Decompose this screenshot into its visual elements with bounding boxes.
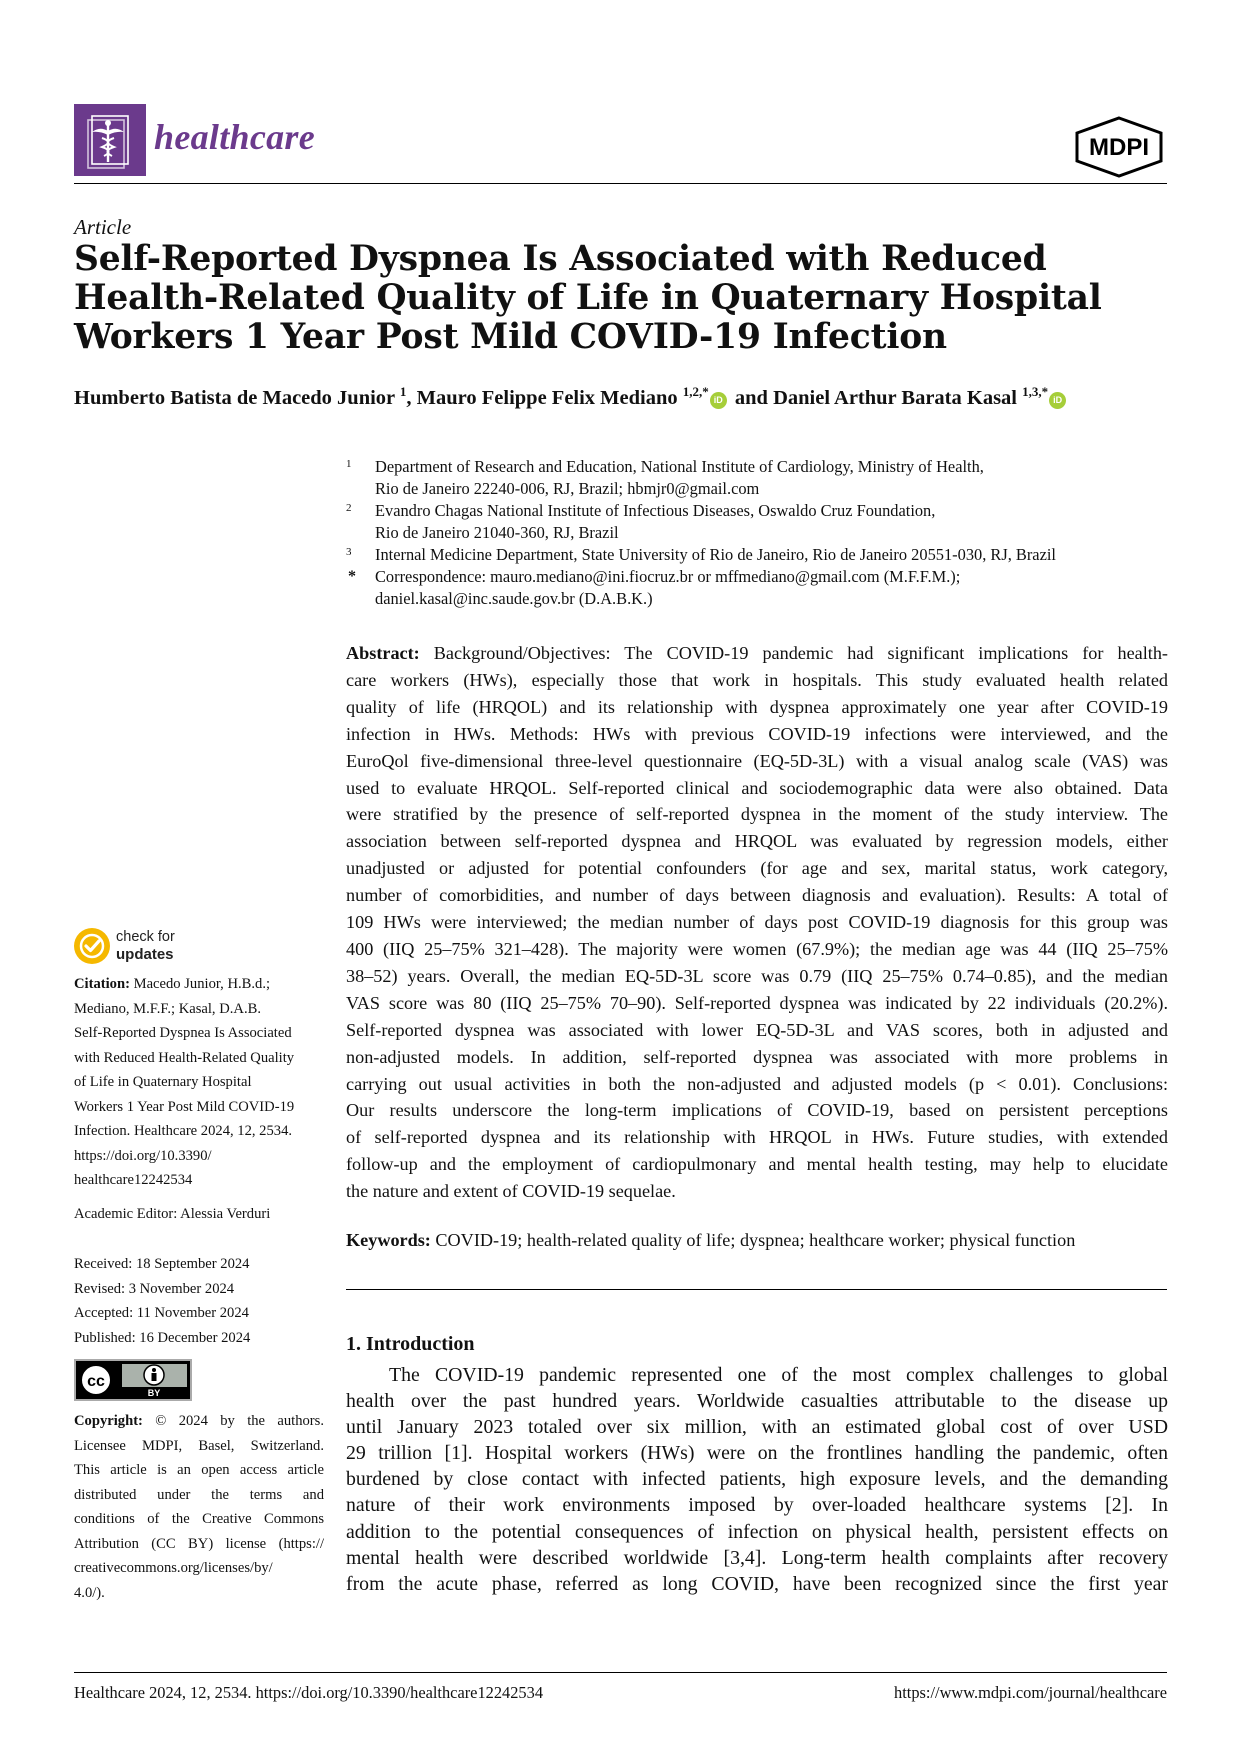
author-name[interactable]: Humberto Batista de Macedo Junior: [74, 387, 395, 409]
journal-name: healthcare: [154, 117, 315, 157]
body-line[interactable]: 29 trillion [1]. Hospital workers (HWs) were on the frontlines handling the pandemic, often: [346, 1442, 1168, 1465]
abstract-label: Abstract:: [346, 643, 420, 663]
author-name[interactable]: Daniel Arthur Barata Kasal: [773, 387, 1017, 409]
article-title: [74, 240, 1167, 357]
body-line: addition to the potential consequences of infection on physical health, persistent effects on: [346, 1520, 1168, 1543]
author-separator: ,: [406, 387, 417, 409]
abstract-line: were stratified by the presence of self-reported dyspnea in the moment of the study interview. The: [346, 804, 1168, 825]
copyright-line: Copyright: © 2024 by the authors.: [74, 1413, 324, 1429]
title-line: Health-Related Quality of Life in Quaternary Hospital: [74, 278, 1102, 318]
orcid-icon[interactable]: iD: [1049, 392, 1066, 409]
abstract-line: follow-up and the employment of cardiopulmonary and mental health testing, may help to elucidate: [346, 1154, 1168, 1175]
author-separator: and: [729, 387, 774, 409]
correspondence-item: [346, 566, 1176, 610]
abstract-line: of self-reported dyspnea and its relationship with HRQOL in HWs. Future studies, with extended: [346, 1127, 1168, 1148]
body-line: burdened by close contact with infected patients, high exposure levels, and the demanding: [346, 1468, 1168, 1491]
abstract-line: unadjusted or adjusted for potential confounders (for age and sex, marital status, work category,: [346, 858, 1168, 879]
checkmark-icon: [74, 928, 110, 964]
body-line[interactable]: mental health were described worldwide [3,4]. Long-term health complaints after recovery: [346, 1546, 1168, 1569]
affiliation-line: Internal Medicine Department, State University of Rio de Janeiro, Rio de Janeiro 20551-030, RJ, Brazil: [375, 545, 1056, 564]
citation-line: Mediano, M.F.F.; Kasal, D.A.B.: [74, 1000, 261, 1017]
abstract-line: infection in HWs. Methods: HWs with previous COVID-19 infections were interviewed, and the: [346, 723, 1168, 744]
article-type: Article: [74, 215, 132, 239]
body-line: health over the past hundred years. Worldwide casualties attributable to the disease up: [346, 1390, 1168, 1413]
copyright-line: Licensee MDPI, Basel, Switzerland.: [74, 1437, 324, 1454]
header-rule: [74, 183, 1167, 184]
affiliation-line: Rio de Janeiro 21040-360, RJ, Brazil: [375, 523, 619, 542]
section-heading-introduction: 1. Introduction: [346, 1333, 475, 1355]
abstract-line: quality of life (HRQOL) and its relationship with dyspnea approximately one year after COVID-19: [346, 696, 1168, 717]
affiliation-item: [346, 544, 1176, 566]
abstract-line: 109 HWs were interviewed; the median number of days post COVID-19 diagnosis for this group was: [346, 912, 1168, 933]
publisher-logo: [1073, 116, 1165, 178]
author-affiliation-mark: 1: [399, 384, 407, 399]
abstract-line: 400 (IIQ 25–75% 321–428). The majority were women (67.9%); the median age was 44 (IIQ 25–75%: [346, 938, 1168, 959]
citation-line: of Life in Quaternary Hospital: [74, 1074, 252, 1090]
citation-label: Citation:: [74, 976, 130, 992]
copyright-line: distributed under the terms and: [74, 1486, 324, 1503]
abstract-line: 38–52) years. Overall, the median EQ-5D-3L score was 0.79 (IIQ 25–75% 0.74–0.85), and the median: [346, 965, 1168, 986]
cc-label: cc: [87, 1373, 105, 1390]
copyright-line[interactable]: Attribution (CC BY) license (https://: [74, 1535, 324, 1552]
correspondence-line[interactable]: daniel.kasal@inc.saude.gov.br (D.A.B.K.): [375, 589, 653, 608]
copyright-line: This article is an open access article: [74, 1462, 324, 1478]
orcid-icon[interactable]: iD: [710, 392, 727, 409]
keywords-text: COVID-19; health-related quality of life; dyspnea; healthcare worker; physical function: [430, 1230, 1076, 1250]
academic-editor: [74, 1202, 324, 1227]
caduceus-icon: [74, 104, 146, 176]
affiliation-mark: 3: [346, 546, 352, 558]
footer-citation[interactable]: Healthcare 2024, 12, 2534. https://doi.org/10.3390/healthcare12242534: [74, 1683, 544, 1702]
copyright-label: Copyright:: [74, 1413, 143, 1429]
title-line: Self-Reported Dyspnea Is Associated with Reduced: [74, 239, 1047, 279]
copyright-block: [74, 1409, 324, 1605]
publisher-name: MDPI: [1089, 134, 1149, 161]
section-rule: [346, 1289, 1167, 1290]
affiliation-mark: 1: [346, 458, 352, 470]
abstract-line: Abstract: Background/Objectives: The COVID-19 pandemic had significant implications for health-: [346, 643, 1168, 663]
citation-block: [74, 972, 324, 1193]
citation-line: Infection. Healthcare 2024, 12, 2534.: [74, 1123, 293, 1139]
body-line: The COVID-19 pandemic represented one of the most complex challenges to global: [389, 1364, 1168, 1386]
abstract-line: VAS score was 80 (IIQ 25–75% 70–90). Self-reported dyspnea was indicated by 22 individuals (20.2%).: [346, 992, 1168, 1013]
by-label: BY: [147, 1388, 161, 1398]
author-list: [74, 384, 1069, 410]
abstract-line: the nature and extent of COVID-19 sequelae.: [346, 1181, 676, 1202]
check-updates-line1: check for: [116, 929, 175, 945]
date-received: Received: 18 September 2024: [74, 1256, 250, 1272]
author-affiliation-mark: 1,3,*: [1022, 384, 1049, 399]
citation-doi-link[interactable]: healthcare12242534: [74, 1172, 193, 1188]
check-for-updates-button[interactable]: [74, 928, 194, 966]
body-line: until January 2023 totaled over six million, with an estimated global cost of over USD: [346, 1416, 1168, 1439]
author-name[interactable]: Mauro Felippe Felix Mediano: [416, 387, 678, 409]
affiliation-line: Rio de Janeiro 22240-006, RJ, Brazil; hbmjr0@gmail.com: [375, 479, 760, 498]
keywords-label: Keywords:: [346, 1230, 431, 1250]
abstract-line: EuroQol five-dimensional three-level questionnaire (EQ-5D-3L) with a visual analog scale (VAS) was: [346, 750, 1168, 771]
citation-line: with Reduced Health-Related Quality: [74, 1049, 295, 1066]
title-line: Workers 1 Year Post Mild COVID-19 Infection: [74, 317, 947, 357]
date-published: Published: 16 December 2024: [74, 1329, 251, 1346]
cc-by-license-badge[interactable]: [74, 1359, 192, 1401]
date-revised: Revised: 3 November 2024: [74, 1280, 235, 1297]
author-affiliation-mark: 1,2,*: [682, 384, 709, 399]
abstract-line: Our results underscore the long-term implications of COVID-19, based on persistent perceptions: [346, 1100, 1168, 1121]
mdpi-hexagon-icon: [1073, 116, 1165, 178]
citation-doi-link[interactable]: https://doi.org/10.3390/: [74, 1147, 212, 1164]
copyright-line[interactable]: creativecommons.org/licenses/by/: [74, 1560, 273, 1576]
affiliation-item: [346, 500, 1176, 544]
citation-line: Self-Reported Dyspnea Is Associated: [74, 1025, 292, 1041]
correspondence-line[interactable]: Correspondence: mauro.mediano@ini.fiocruz.br or mffmediano@gmail.com (M.F.F.M.);: [375, 567, 961, 586]
abstract-line: carrying out usual activities in both the non-adjusted and adjusted models (p < 0.01). Conclusions:: [346, 1073, 1168, 1094]
footer-journal-link[interactable]: https://www.mdpi.com/journal/healthcare: [894, 1683, 1167, 1702]
citation-line: Citation: Macedo Junior, H.B.d.;: [74, 976, 271, 992]
affiliation-line: Evandro Chagas National Institute of Infectious Diseases, Oswaldo Cruz Foundation,: [375, 501, 936, 520]
introduction-body: [346, 1362, 1168, 1597]
abstract: [346, 640, 1168, 1205]
citation-line: Workers 1 Year Post Mild COVID-19: [74, 1098, 295, 1115]
copyright-line[interactable]: 4.0/).: [74, 1584, 105, 1601]
date-accepted: Accepted: 11 November 2024: [74, 1305, 249, 1321]
abstract-line: non-adjusted models. In addition, self-reported dyspnea was associated with more problems in: [346, 1046, 1168, 1067]
body-line: from the acute phase, referred as long COVID, have been recognized since the first year: [346, 1572, 1168, 1595]
abstract-line: association between self-reported dyspnea and HRQOL was evaluated by regression models, either: [346, 831, 1168, 852]
abstract-line: used to evaluate HRQOL. Self-reported clinical and sociodemographic data were also obtained. Data: [346, 777, 1168, 798]
affiliation-line: Department of Research and Education, National Institute of Cardiology, Ministry of Health,: [375, 457, 984, 476]
affiliation-item: [346, 456, 1176, 500]
abstract-line: care workers (HWs), especially those that work in hospitals. This study evaluated health related: [346, 669, 1168, 690]
body-line[interactable]: nature of their work environments imposed by over-loaded healthcare systems [2]. In: [346, 1494, 1168, 1517]
footer-rule: [74, 1672, 1167, 1673]
journal-logo: [74, 104, 146, 176]
check-updates-line2: updates: [116, 946, 174, 963]
academic-editor-text: Academic Editor: Alessia Verduri: [74, 1206, 271, 1222]
abstract-line: number of comorbidities, and number of days between diagnosis and evaluation). Results: A total of: [346, 885, 1168, 906]
affiliations: [346, 456, 1176, 610]
publication-dates: [74, 1252, 324, 1350]
copyright-line: conditions of the Creative Commons: [74, 1511, 324, 1527]
affiliation-mark: 2: [346, 502, 352, 514]
abstract-line: Self-reported dyspnea was associated with lower EQ-5D-3L and VAS scores, both in adjusted and: [346, 1019, 1168, 1040]
correspondence-mark: *: [348, 568, 356, 585]
keywords: [346, 1230, 1075, 1251]
